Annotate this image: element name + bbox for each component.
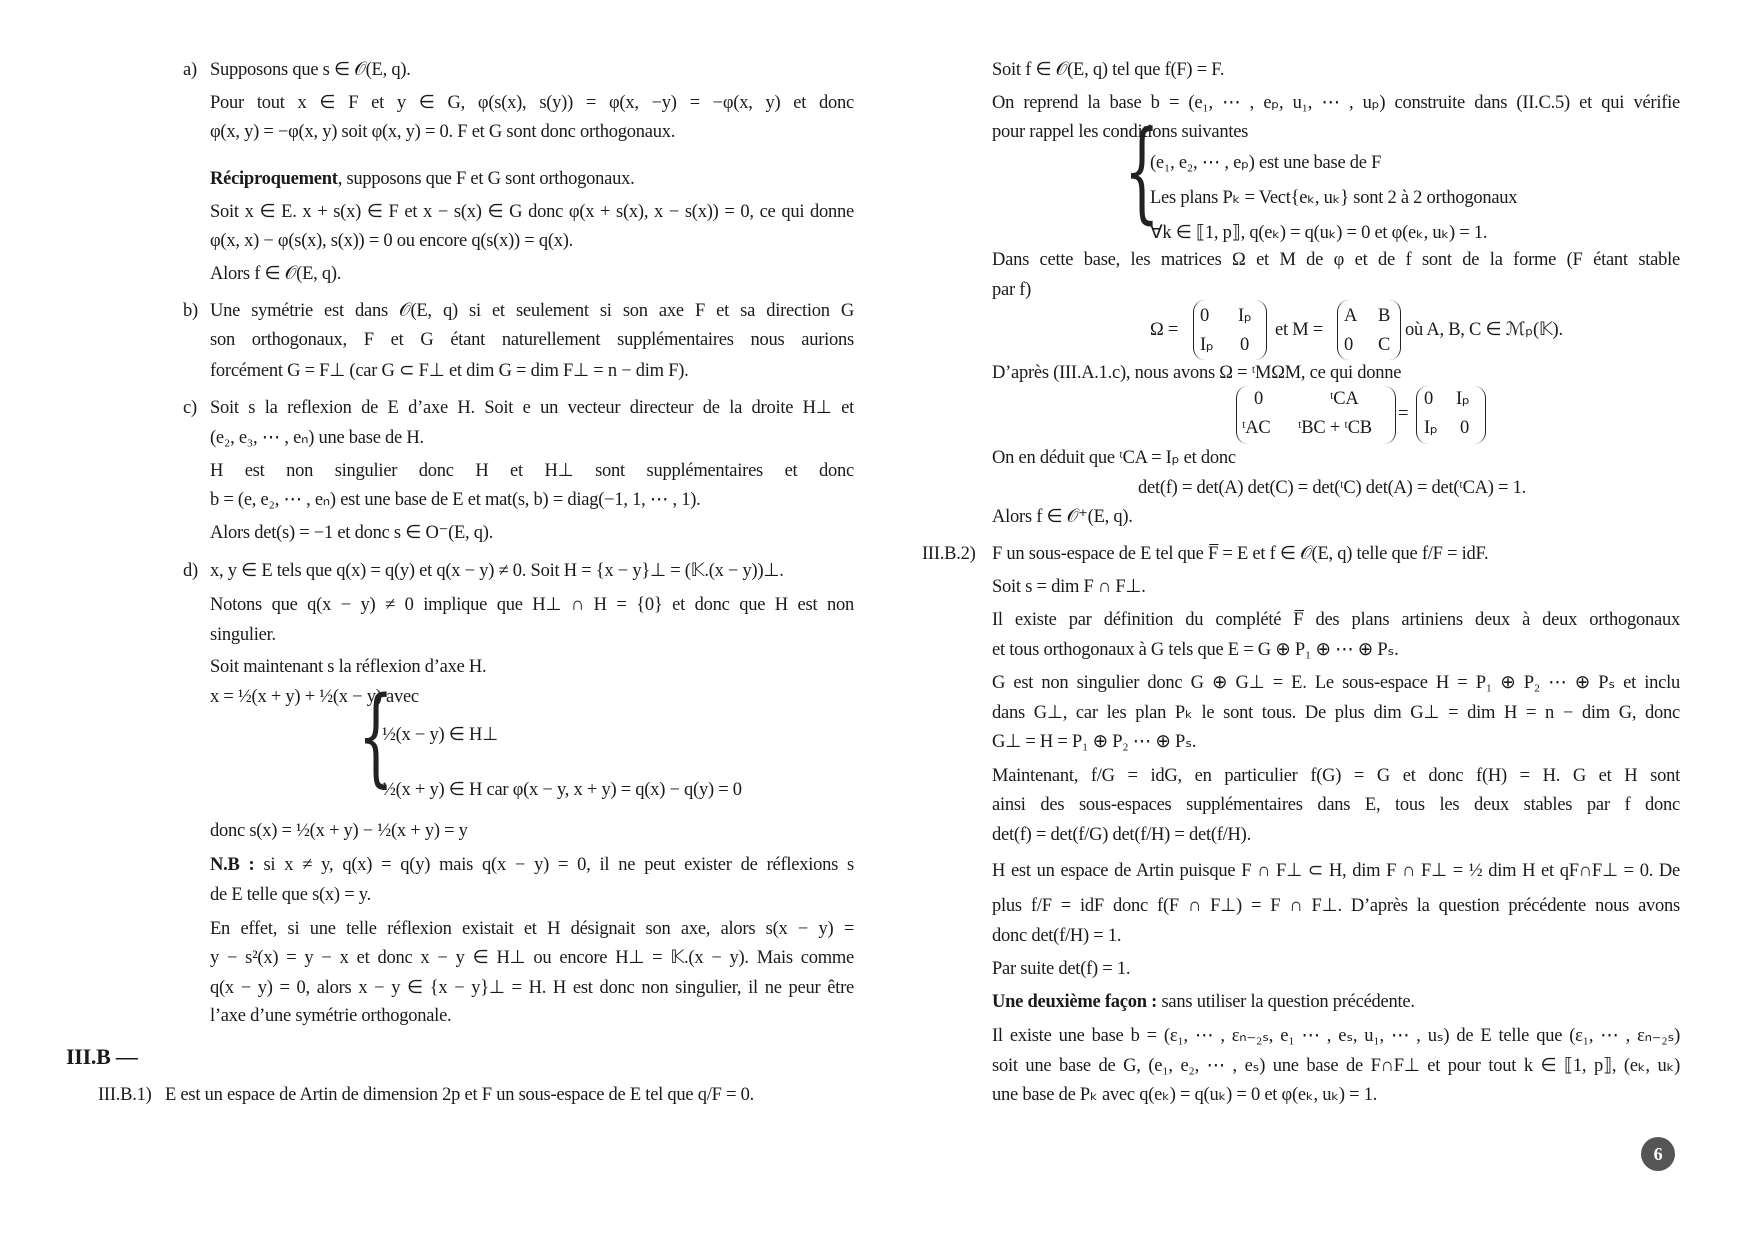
bold-term: Une deuxième façon : — [992, 992, 1158, 1012]
left-text-line — [210, 917, 854, 941]
line-text: Soit s = dim F ∩ F⊥. — [992, 577, 1146, 597]
right-text-line — [992, 793, 1680, 817]
matrix-cell: 0 — [1344, 335, 1353, 355]
matrix-cell: 0 — [1460, 418, 1469, 438]
line-text: sans utiliser la question précédente. — [1157, 992, 1415, 1012]
line-text: On reprend la base b = (e₁, ⋯ , eₚ, u₁, ⋯ , uₚ) construite dans (II.C.5) et qui vérifie — [992, 93, 1680, 113]
right-text-line — [992, 120, 1680, 144]
line-text: de E telle que s(x) = y. — [210, 885, 371, 905]
left-text-line — [210, 853, 854, 877]
left-text-line — [210, 559, 854, 583]
bold-term: Réciproquement — [210, 169, 338, 189]
left-text-line — [210, 58, 854, 82]
right-text-line — [992, 1024, 1680, 1048]
right-text-line — [992, 278, 1680, 302]
line-text: G⊥ = H = P₁ ⊕ P₂ ⋯ ⊕ Pₛ. — [992, 732, 1197, 752]
matrix-cell: ᵗBC + ᵗCB — [1298, 418, 1372, 438]
right-text-line — [992, 764, 1680, 788]
matrix-domain-text: où A, B, C ∈ ℳₚ(𝕂). — [1405, 320, 1563, 340]
right-text-line — [992, 894, 1680, 918]
line-text: Une symétrie est dans 𝒪(E, q) si et seulement si son axe F et sa direction G — [210, 301, 854, 321]
line-text: q(x − y) = 0, alors x − y ∈ {x − y}⊥ = H. H est donc non singulier, il ne peur être — [210, 978, 854, 998]
line-text: singulier. — [210, 625, 276, 645]
line-text: G est non singulier donc G ⊕ G⊥ = E. Le sous-espace H = P₁ ⊕ P₂ ⋯ ⊕ Pₛ et inclu — [992, 673, 1680, 693]
line-text: φ(x, x) − φ(s(x), s(x)) = 0 ou encore q(s(x)) = q(x). — [210, 231, 574, 251]
left-text-line — [210, 229, 854, 253]
left-brace: { — [1124, 109, 1160, 236]
line-text: dans G⊥, car les plan Pₖ le sont tous. De plus dim G⊥ = dim H = n − dim G, donc — [992, 703, 1680, 723]
right-text-line — [1150, 186, 1650, 210]
question-label-III-B-2: III.B.2) — [922, 544, 976, 564]
matrix-cell: C — [1378, 335, 1391, 355]
line-text: l’axe d’une symétrie orthogonale. — [210, 1006, 452, 1026]
line-text: si x ≠ y, q(x) = q(y) mais q(x − y) = 0, il ne peut exister de réflexions s — [254, 855, 854, 875]
right-text-line — [992, 361, 1680, 385]
left-text-line — [210, 946, 854, 970]
left-text-line — [210, 459, 854, 483]
right-text-line — [992, 671, 1680, 695]
line-text: y − s²(x) = y − x et donc x − y ∈ H⊥ ou encore H⊥ = 𝕂.(x − y). Mais comme — [210, 948, 854, 968]
matrix-cell: 0 — [1424, 389, 1433, 409]
left-brace: { — [358, 675, 394, 800]
left-text-line — [210, 167, 854, 191]
right-text-line — [1150, 151, 1650, 175]
right-text-line — [992, 924, 1680, 948]
left-text-line — [210, 655, 854, 679]
line-text: ainsi des sous-espaces supplémentaires dans E, tous les deux stables par f donc — [992, 795, 1680, 815]
left-text-line — [210, 1004, 854, 1028]
line-text: Alors f ∈ 𝒪(E, q). — [210, 264, 342, 284]
matrix-cell: Iₚ — [1456, 389, 1470, 409]
et-m-equals: et M = — [1275, 320, 1323, 340]
line-text: , supposons que F et G sont orthogonaux. — [337, 169, 635, 189]
matrix-cell: B — [1378, 306, 1391, 326]
right-text-line — [1150, 221, 1650, 245]
line-text: F un sous-espace de E tel que F̅ = E et f ∈ 𝒪(E, q) telle que f/F = idF. — [992, 544, 1489, 564]
matrix-cell: ᵗCA — [1330, 389, 1359, 409]
line-text: b = (e, e₂, ⋯ , eₙ) est une base de E et mat(s, b) = diag(−1, 1, ⋯ , 1). — [210, 490, 701, 510]
line-text: son orthogonaux, F et G étant naturellement supplémentaires nous aurions — [210, 330, 854, 350]
right-text-line — [992, 701, 1680, 725]
left-text-line — [382, 778, 842, 802]
line-text: plus f/F = idF donc f(F ∩ F⊥) = F ∩ F⊥. D’après la question précédente nous avons — [992, 896, 1680, 916]
line-text: donc s(x) = ½(x + y) − ½(x + y) = y — [210, 821, 468, 841]
left-text-line — [210, 593, 854, 617]
left-text-line — [210, 200, 854, 224]
right-text-line — [992, 638, 1680, 662]
right-text-line — [992, 957, 1680, 981]
left-text-line — [210, 299, 854, 323]
line-text: (e₁, e₂, ⋯ , eₚ) est une base de F — [1150, 153, 1382, 173]
right-text-line — [992, 730, 1680, 754]
matrix-cell: Iₚ — [1238, 306, 1252, 326]
right-text-line — [992, 505, 1680, 529]
left-text-line — [210, 426, 854, 450]
right-text-line — [992, 58, 1680, 82]
matrix-cell: ᵗAC — [1242, 418, 1271, 438]
item-label-a: a) — [183, 60, 197, 80]
line-text: Soit f ∈ 𝒪(E, q) tel que f(F) = F. — [992, 60, 1225, 80]
line-text: ∀k ∈ ⟦1, p⟧, q(eₖ) = q(uₖ) = 0 et φ(eₖ, uₖ) = 1. — [1150, 223, 1488, 243]
left-text-line — [210, 328, 854, 352]
line-text: det(f) = det(f/G) det(f/H) = det(f/H). — [992, 825, 1251, 845]
line-text: ½(x − y) ∈ H⊥ — [382, 725, 498, 745]
right-text-line — [992, 823, 1680, 847]
line-text: Il existe une base b = (ε₁, ⋯ , εₙ₋₂ₛ, e₁ ⋯ , eₛ, u₁, ⋯ , uₛ) de E telle que (ε₁, ⋯ , εₙ₋₂ₛ) — [992, 1026, 1680, 1046]
item-label-c: c) — [183, 398, 197, 418]
matrix-cell: Iₚ — [1424, 418, 1438, 438]
left-text-line — [210, 396, 854, 420]
line-text: donc det(f/H) = 1. — [992, 926, 1122, 946]
omega-equals: Ω = — [1150, 320, 1179, 340]
line-text: En effet, si une telle réflexion existait et H désignait son axe, alors s(x − y) = — [210, 919, 854, 939]
left-text-line — [210, 623, 854, 647]
page-number-badge: 6 — [1641, 1137, 1675, 1171]
left-text-line — [210, 488, 854, 512]
section-heading: III.B — — [66, 1044, 138, 1069]
matrix-cell: 0 — [1254, 389, 1263, 409]
line-text: Soit s la reflexion de E d’axe H. Soit e un vecteur directeur de la droite H⊥ et — [210, 398, 854, 418]
line-text: Les plans Pₖ = Vect{eₖ, uₖ} sont 2 à 2 orthogonaux — [1150, 188, 1518, 208]
item-label-b: b) — [183, 301, 198, 321]
line-text: H est un espace de Artin puisque F ∩ F⊥ ⊂ H, dim F ∩ F⊥ = ½ dim H et qF∩F⊥ = 0. De — [992, 861, 1680, 881]
line-text: Alors f ∈ 𝒪⁺(E, q). — [992, 507, 1133, 527]
left-text-line — [382, 723, 782, 747]
left-text-line — [210, 685, 854, 709]
line-text: Par suite det(f) = 1. — [992, 959, 1131, 979]
left-text-line — [210, 883, 854, 907]
line-text: E est un espace de Artin de dimension 2p et F un sous-espace de E tel que q/F = 0. — [165, 1085, 754, 1105]
equals-sign: = — [1398, 404, 1409, 424]
line-text: x, y ∈ E tels que q(x) = q(y) et q(x − y) ≠ 0. Soit H = {x − y}⊥ = (𝕂.(x − y))⊥. — [210, 561, 784, 581]
line-text: et tous orthogonaux à G tels que E = G ⊕ P₁ ⊕ ⋯ ⊕ Pₛ. — [992, 640, 1399, 660]
line-text: φ(x, y) = −φ(x, y) soit φ(x, y) = 0. F et G sont donc orthogonaux. — [210, 122, 676, 142]
matrix-cell: A — [1344, 306, 1358, 326]
matrix-cell: Iₚ — [1200, 335, 1214, 355]
right-text-line — [992, 990, 1680, 1014]
left-text-line — [210, 91, 854, 115]
line-text: Supposons que s ∈ 𝒪(E, q). — [210, 60, 411, 80]
line-text: Pour tout x ∈ F et y ∈ G, φ(s(x), s(y)) = φ(x, −y) = −φ(x, y) et donc — [210, 93, 854, 113]
right-text-line — [992, 446, 1680, 470]
line-text: H est non singulier donc H et H⊥ sont supplémentaires et donc — [210, 461, 854, 481]
line-text: On en déduit que ᵗCA = Iₚ et donc — [992, 448, 1236, 468]
line-text: Notons que q(x − y) ≠ 0 implique que H⊥ ∩ H = {0} et donc que H est non — [210, 595, 854, 615]
right-text-line — [992, 1054, 1680, 1078]
left-text-line — [210, 262, 854, 286]
left-text-line — [210, 120, 854, 144]
line-text: Il existe par définition du complété F̅ des plans artiniens deux à deux orthogonaux — [992, 610, 1680, 630]
item-label-d: d) — [183, 561, 198, 581]
line-text: forcément G = F⊥ (car G ⊂ F⊥ et dim G = dim F⊥ = n − dim F). — [210, 361, 689, 381]
line-text: Alors det(s) = −1 et donc s ∈ O⁻(E, q). — [210, 523, 494, 543]
line-text: Soit x ∈ E. x + s(x) ∈ F et x − s(x) ∈ G donc φ(x + s(x), x − s(x)) = 0, ce qui donne — [210, 202, 854, 222]
line-text: (e₂, e₃, ⋯ , eₙ) une base de H. — [210, 428, 424, 448]
question-label-III-B-1: III.B.1) — [98, 1085, 152, 1105]
left-text-line — [210, 976, 854, 1000]
right-text-line — [1138, 476, 1678, 500]
line-text: Maintenant, f/G = idG, en particulier f(G) = G et donc f(H) = H. G et H sont — [992, 766, 1680, 786]
right-text-line — [992, 575, 1680, 599]
matrix-cell: 0 — [1200, 306, 1209, 326]
matrix-cell: 0 — [1240, 335, 1249, 355]
bold-term: N.B : — [210, 855, 255, 875]
line-text: Dans cette base, les matrices Ω et M de φ et de f sont de la forme (F étant stable — [992, 250, 1680, 270]
line-text: det(f) = det(A) det(C) = det(ᵗC) det(A) = det(ᵗCA) = 1. — [1138, 478, 1526, 498]
right-text-line — [992, 542, 1680, 566]
line-text: Soit maintenant s la réflexion d’axe H. — [210, 657, 487, 677]
left-text-line — [210, 359, 854, 383]
left-text-line — [210, 521, 854, 545]
line-text: x = ½(x + y) + ½(x − y) avec — [210, 687, 419, 707]
right-text-line — [992, 91, 1680, 115]
line-text: soit une base de G, (e₁, e₂, ⋯ , eₛ) une base de F∩F⊥ et pour tout k ∈ ⟦1, p⟧, (eₖ, uₖ) — [992, 1056, 1680, 1076]
line-text: par f) — [992, 280, 1032, 300]
right-text-line — [992, 248, 1680, 272]
right-text-line — [992, 608, 1680, 632]
line-text: une base de Pₖ avec q(eₖ) = q(uₖ) = 0 et φ(eₖ, uₖ) = 1. — [992, 1085, 1378, 1105]
line-text: pour rappel les conditions suivantes — [992, 122, 1249, 142]
left-text-line — [165, 1083, 855, 1107]
right-text-line — [992, 1083, 1680, 1107]
line-text: ½(x + y) ∈ H car φ(x − y, x + y) = q(x) − q(y) = 0 — [382, 780, 742, 800]
right-text-line — [992, 859, 1680, 883]
left-text-line — [210, 819, 854, 843]
line-text: D’après (III.A.1.c), nous avons Ω = ᵗMΩM, ce qui donne — [992, 363, 1402, 383]
